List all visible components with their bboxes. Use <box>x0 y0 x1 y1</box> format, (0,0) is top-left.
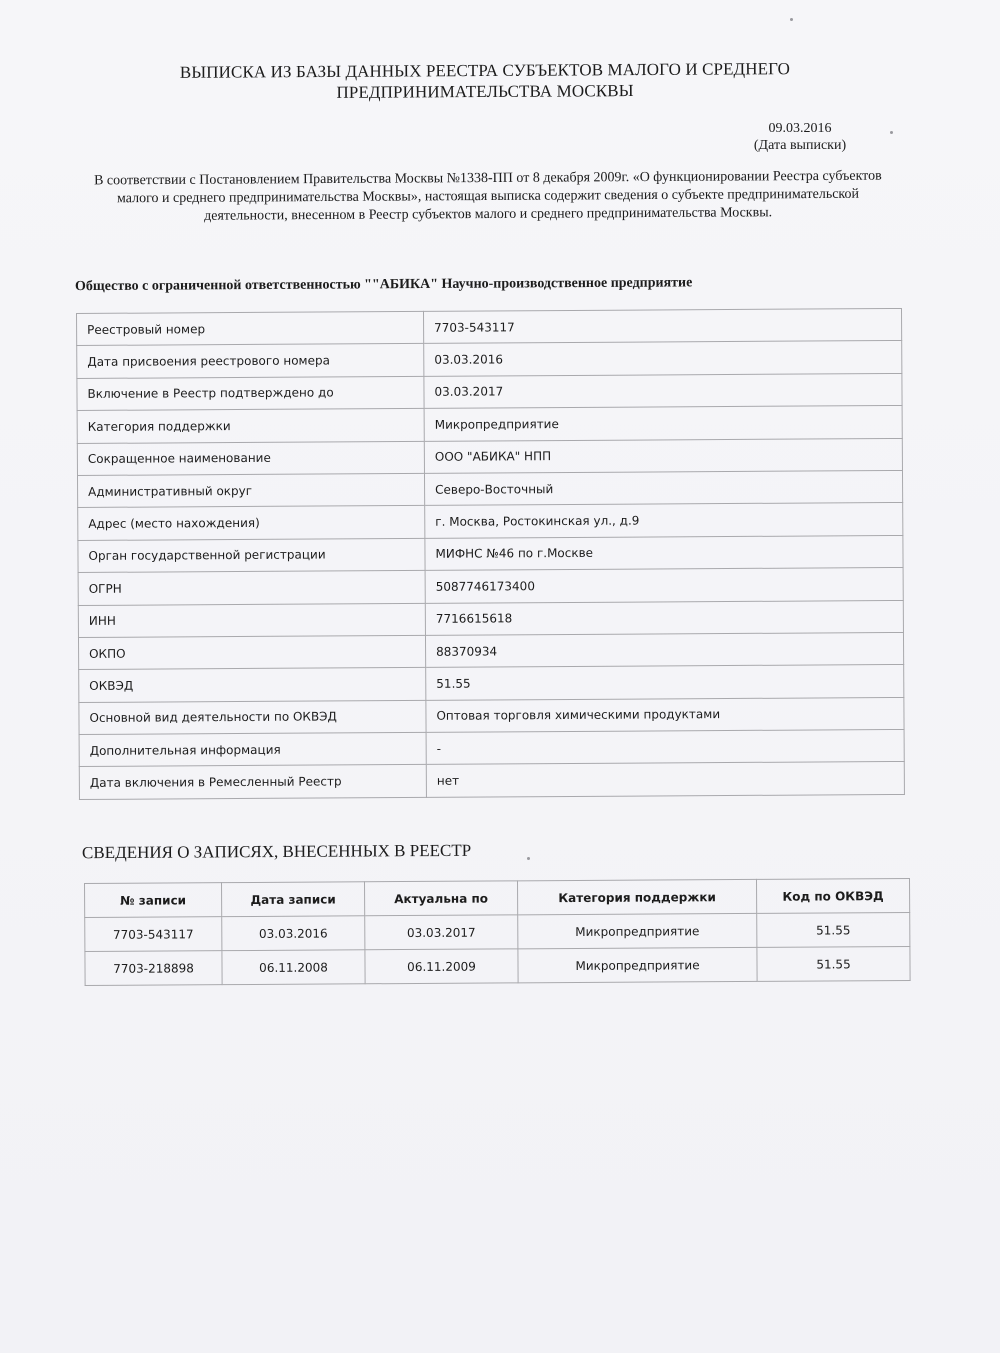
info-value: Оптовая торговля химическими продуктами <box>426 697 904 732</box>
scan-speck <box>527 857 530 860</box>
info-label: Реестровый номер <box>77 311 424 346</box>
info-value: ООО "АБИКА" НПП <box>424 438 902 473</box>
info-row <box>78 600 903 637</box>
info-label: Адрес (место нахождения) <box>78 506 425 541</box>
column-header: Дата записи <box>222 882 365 917</box>
info-label: Включение в Реестр подтверждено до <box>77 376 424 411</box>
info-value: 51.55 <box>426 665 904 700</box>
info-label: Дополнительная информация <box>79 732 426 767</box>
scan-speck <box>890 131 893 134</box>
info-row <box>77 341 902 378</box>
info-row <box>77 373 902 410</box>
info-value: 03.03.2017 <box>424 373 902 408</box>
info-value: г. Москва, Ростокинская ул., д.9 <box>425 503 903 538</box>
record-cell: 7703-218898 <box>85 951 222 986</box>
company-info-table <box>76 308 905 800</box>
column-header: № записи <box>85 883 222 918</box>
record-row <box>85 946 910 985</box>
record-cell: Микропредприятие <box>518 913 757 948</box>
info-label: ОКПО <box>78 635 425 670</box>
info-row <box>78 503 903 540</box>
record-cell: 03.03.2016 <box>222 916 365 951</box>
extract-date-block <box>740 120 860 154</box>
info-row <box>77 308 902 345</box>
info-value: 7703-543117 <box>423 308 901 343</box>
info-row <box>79 762 904 799</box>
record-cell: 51.55 <box>757 912 910 947</box>
record-cell: 06.11.2008 <box>222 950 365 985</box>
record-cell: Микропредприятие <box>518 947 757 982</box>
info-value: Микропредприятие <box>424 406 902 441</box>
extract-date-caption: (Дата выписки) <box>753 138 847 153</box>
info-label: ОГРН <box>78 570 425 605</box>
info-value: 7716615618 <box>425 600 903 635</box>
scan-speck <box>790 18 793 21</box>
records-table <box>84 878 911 986</box>
info-value: МИФНС №46 по г.Москве <box>425 535 903 570</box>
info-row <box>79 665 904 702</box>
record-cell: 51.55 <box>757 946 910 981</box>
info-label: Орган государственной регистрации <box>78 538 425 573</box>
info-label: Сокращенное наименование <box>77 441 424 476</box>
info-label: Административный округ <box>77 473 424 508</box>
company-name: Общество с ограниченной ответственностью ""АБИКА" Научно-производственное предприятие <box>74 275 693 295</box>
info-label: ИНН <box>78 603 425 638</box>
info-row <box>77 470 902 507</box>
info-value: 5087746173400 <box>425 568 903 603</box>
column-header: Категория поддержки <box>517 879 756 914</box>
info-label: Дата присвоения реестрового номера <box>77 344 424 379</box>
info-row <box>77 438 902 475</box>
column-header: Код по ОКВЭД <box>756 878 909 913</box>
record-cell: 03.03.2017 <box>365 915 518 950</box>
info-value: - <box>426 730 904 765</box>
info-label: Основной вид деятельности по ОКВЭД <box>79 700 426 735</box>
info-row <box>79 697 904 734</box>
info-row <box>78 632 903 669</box>
records-section-title: СВЕДЕНИЯ О ЗАПИСЯХ, ВНЕСЕННЫХ В РЕЕСТР <box>81 840 472 863</box>
record-row <box>85 912 910 951</box>
info-row <box>77 406 902 443</box>
info-label: Дата включения в Ремесленный Реестр <box>79 765 426 800</box>
records-header-row <box>85 878 910 917</box>
info-value: Северо-Восточный <box>424 470 902 505</box>
column-header: Актуальна по <box>364 881 517 916</box>
info-row <box>78 535 903 572</box>
extract-date: 09.03.2016 <box>768 121 832 136</box>
info-label: ОКВЭД <box>79 668 426 703</box>
info-row <box>78 568 903 605</box>
intro-paragraph: В соответствии с Постановлением Правительства Москвы №1338-ПП от 8 декабря 2009г. «О функционировании Реестра субъектов малого и среднего предпринимательства Москвы», настоящая выписка содержит сведения о субъекте предпринимательской деятельности, внесенном в Реестр субъектов малого и среднего предпринимательства Москвы. <box>94 168 882 224</box>
info-value: 88370934 <box>425 632 903 667</box>
document-title: ВЫПИСКА ИЗ БАЗЫ ДАННЫХ РЕЕСТРА СУБЪЕКТОВ МАЛОГО И СРЕДНЕГО ПРЕДПРИНИМАТЕЛЬСТВА МОСКВЫ <box>179 59 791 102</box>
record-cell: 7703-543117 <box>85 917 222 952</box>
info-row <box>79 730 904 767</box>
record-cell: 06.11.2009 <box>365 949 518 984</box>
info-value: 03.03.2016 <box>424 341 902 376</box>
info-value: нет <box>426 762 904 797</box>
info-label: Категория поддержки <box>77 409 424 444</box>
